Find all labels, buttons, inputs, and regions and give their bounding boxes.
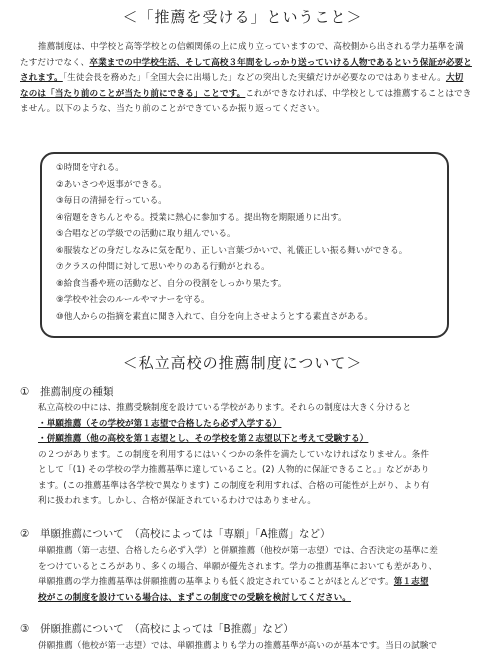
checklist-item: ①時間を守れる。 xyxy=(56,163,124,173)
checklist-item: ⑥服装などの身だしなみに気を配り、正しい言葉づかいで、礼儀正しい振る舞いができる。 xyxy=(56,245,408,256)
text-line: 併願推薦（他校が第一志望）では、単願推薦よりも学力の推薦基準が高いのが基本です。当日の試験で xyxy=(38,641,438,651)
bullet-single-recommendation: ・単願推薦（その学校が第１志望で合格したら必ず入学する） xyxy=(38,418,282,429)
intro-text-3: 「生徒会長を務めた」「全国大会に出場した」などの突出した実績だけが必 xyxy=(62,73,350,83)
checklist-item: ⑨学校や社会のルールやマナーを守る。 xyxy=(56,295,210,305)
checklist-item: ⑧給食当番や班の活動など、自分の役割をしっかり果たす。 xyxy=(56,278,287,289)
subsection-heading-joint xyxy=(20,621,294,636)
joint-paragraph xyxy=(38,639,478,655)
text-span: 単願推薦の学力推薦基準は併願推薦の基準よりも低く設定されていることがほとんどです。 xyxy=(38,577,394,587)
subsection-heading-types xyxy=(20,384,114,399)
subsection-heading-text: 推薦制度の種類 xyxy=(40,386,114,398)
intro-text-2: 準を満たすだけでなく、 xyxy=(20,42,464,68)
emphasis-line: 校がこの制度を設けている場合は、まずこの制度での受験を検討してください。 xyxy=(38,592,351,603)
intro-text-4: 要なのではありません。 xyxy=(349,73,446,83)
single-paragraph xyxy=(38,544,478,606)
subsection-heading-text: 併願推薦について （高校によっては「B推薦」など） xyxy=(40,623,294,635)
text-line: 私立高校の中には、推薦受験制度を設けている学校があります。それらの制度は大きく分けると xyxy=(38,403,412,413)
checklist xyxy=(42,154,447,325)
subsection-number: ① xyxy=(20,386,30,398)
bullet-joint-recommendation: ・併願推薦（他の高校を第１志望とし、その学校を第２志望以下と考えて受験する） xyxy=(38,434,369,444)
section-title-recommendation: ＜「推薦を受ける」ということ＞ xyxy=(122,8,363,26)
emphasis-span: 第１志望 xyxy=(393,577,429,587)
text-line: の２つがあります。この制度を利用するにはいくつかの条件を満たしていなければなりません。条件 xyxy=(38,449,430,460)
subsection-heading-text: 単願推薦について （高校によっては「専願」「A推薦」など） xyxy=(40,528,331,540)
intro-text-1: 推薦制度は、中学校と高等学校との信頼関係の上に成り立っていますので、高校側から出される学力基 xyxy=(38,42,438,52)
checklist-item: ⑦クラスの仲間に対して思いやりのある行動がとれる。 xyxy=(56,262,270,272)
text-line: 単願推薦（第一志望、合格したら必ず入学）と併願推薦（他校が第一志望）では、合否決定の基準に差 xyxy=(38,546,438,556)
intro-emphasis-3: 大切なのは「当たり前のことが当たり前にできる」ことです。 xyxy=(20,73,464,99)
checklist-item: ⑩他人からの指摘を素直に聞き入れて、自分を向上させようとする素直さがある。 xyxy=(56,311,373,322)
text-line: 利に扱われます。しかし、合格が保証されているわけではありません。 xyxy=(38,496,317,506)
intro-paragraph xyxy=(20,40,472,118)
text-line xyxy=(38,575,478,591)
section-title-private-school: ＜私立高校の推薦制度について＞ xyxy=(122,354,363,372)
checklist-item: ③毎日の清掃を行っている。 xyxy=(56,196,167,206)
subsection-number: ③ xyxy=(20,623,30,635)
intro-emphasis-1: 卒業までの中学校生活、そして高校３年間をしっかり送っていける人物である xyxy=(89,57,394,68)
text-line: ます。(この推薦基準は各学校で異なります) この制度を利用すれば、合格の可能性が上がり、より有 xyxy=(38,480,430,491)
types-paragraph xyxy=(38,401,478,510)
subsection-number: ② xyxy=(20,528,30,540)
checklist-item: ④宿題をきちんとやる。授業に熱心に参加する。提出物を期限通りに出す。 xyxy=(56,212,347,223)
intro-text-5: これができなければ、中学校としては推薦することはできません。以下のような、当たり前のことができているか振り返ってください。 xyxy=(20,88,472,114)
checklist-box xyxy=(40,152,449,338)
intro-emphasis-2: という保証が必要とされます。 xyxy=(20,57,472,83)
text-line: をつけているところがあり、多くの場合、単願が優先されます。学力の推薦基準においても差があり、 xyxy=(38,561,438,572)
checklist-item: ⑤合唱などの学級での活動に取り組んでいる。 xyxy=(56,229,236,239)
subsection-heading-single xyxy=(20,526,330,541)
text-line: として「(1) その学校の学力推薦基準に達していること。(2) 人物的に保証できること。」などがあり xyxy=(38,465,430,475)
checklist-item: ②あいさつや返事ができる。 xyxy=(56,179,167,190)
